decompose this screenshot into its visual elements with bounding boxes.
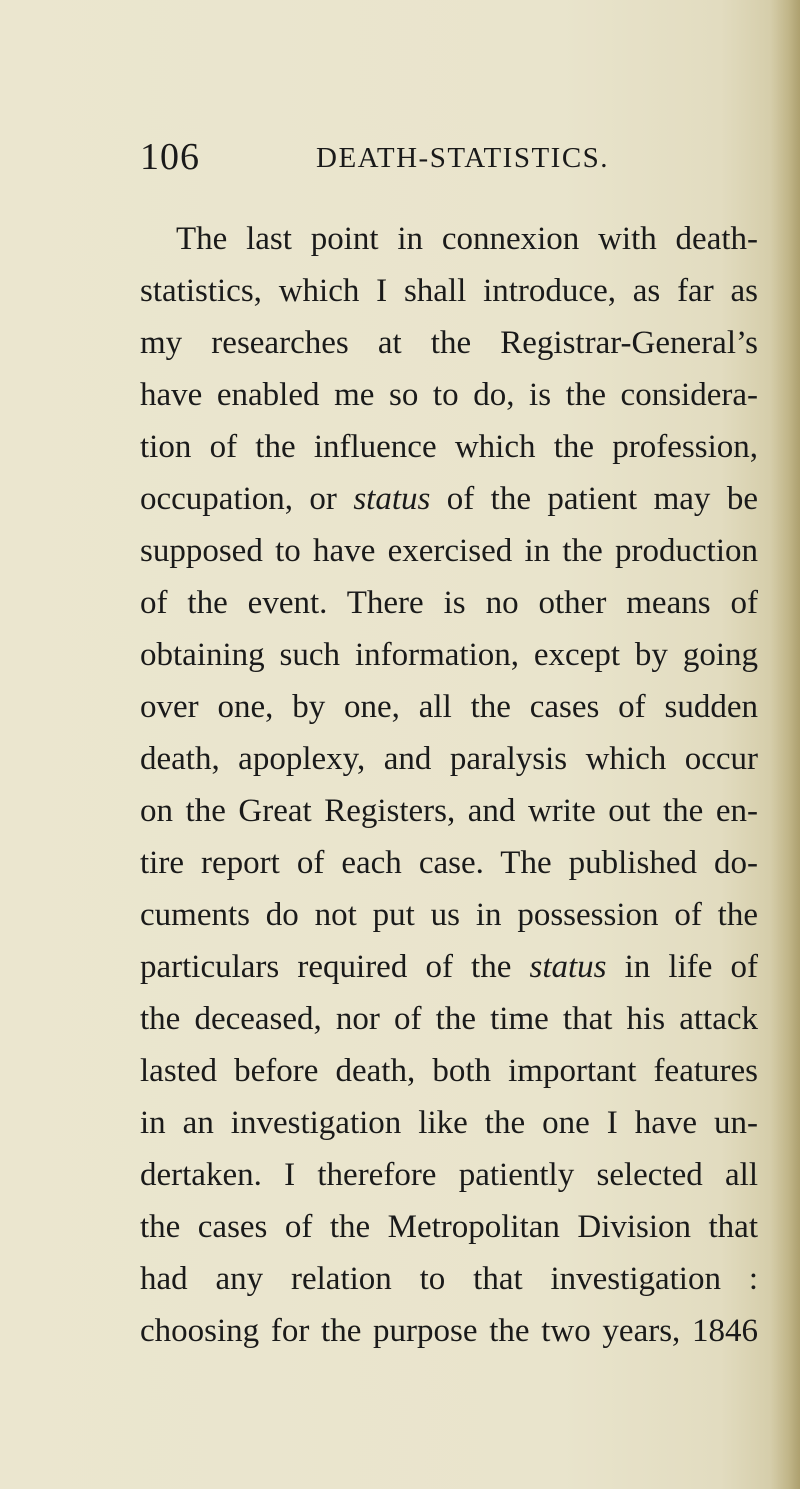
text-line: statistics, which I shall introduce, as far as <box>140 273 758 309</box>
text-line: obtaining such information, except by going <box>140 637 758 673</box>
body-text <box>140 213 758 1357</box>
text-segment: in life of <box>606 949 758 985</box>
text-line: in an investigation like the one I have un- <box>140 1105 758 1141</box>
page-number: 106 <box>140 136 200 178</box>
text-line <box>140 941 758 993</box>
text-line: supposed to have exercised in the production <box>140 533 758 569</box>
text-line: of the event. There is no other means of <box>140 585 758 621</box>
text-line: on the Great Registers, and write out the en- <box>140 793 758 829</box>
running-head: DEATH-STATISTICS. <box>316 142 610 174</box>
text-segment: occupation, or <box>140 481 354 517</box>
text-line: tion of the influence which the profession, <box>140 429 758 465</box>
text-segment: particulars required of the <box>140 949 530 985</box>
text-line: cuments do not put us in possession of the <box>140 897 758 933</box>
text-line: my researches at the Registrar-General’s <box>140 325 758 361</box>
text-line: the deceased, nor of the time that his attack <box>140 1001 758 1037</box>
text-line: choosing for the purpose the two years, 1846 <box>140 1313 758 1349</box>
text-line: dertaken. I therefore patiently selected all <box>140 1157 758 1193</box>
text-line: over one, by one, all the cases of sudden <box>140 689 758 725</box>
text-segment: of the patient may be <box>430 481 758 517</box>
text-line: tire report of each case. The published do- <box>140 845 758 881</box>
text-line: have enabled me so to do, is the considera- <box>140 377 758 413</box>
page-header <box>140 132 760 182</box>
italic-term: status <box>529 949 607 985</box>
text-line: lasted before death, both important features <box>140 1053 758 1089</box>
text-line: The last point in connexion with death- <box>176 221 758 257</box>
text-line <box>140 473 758 525</box>
text-line: death, apoplexy, and paralysis which occur <box>140 741 758 777</box>
text-line: had any relation to that investigation : <box>140 1261 758 1297</box>
italic-term: status <box>353 481 431 517</box>
page-edge-shadow <box>770 0 800 1489</box>
text-line: the cases of the Metropolitan Division that <box>140 1209 758 1245</box>
